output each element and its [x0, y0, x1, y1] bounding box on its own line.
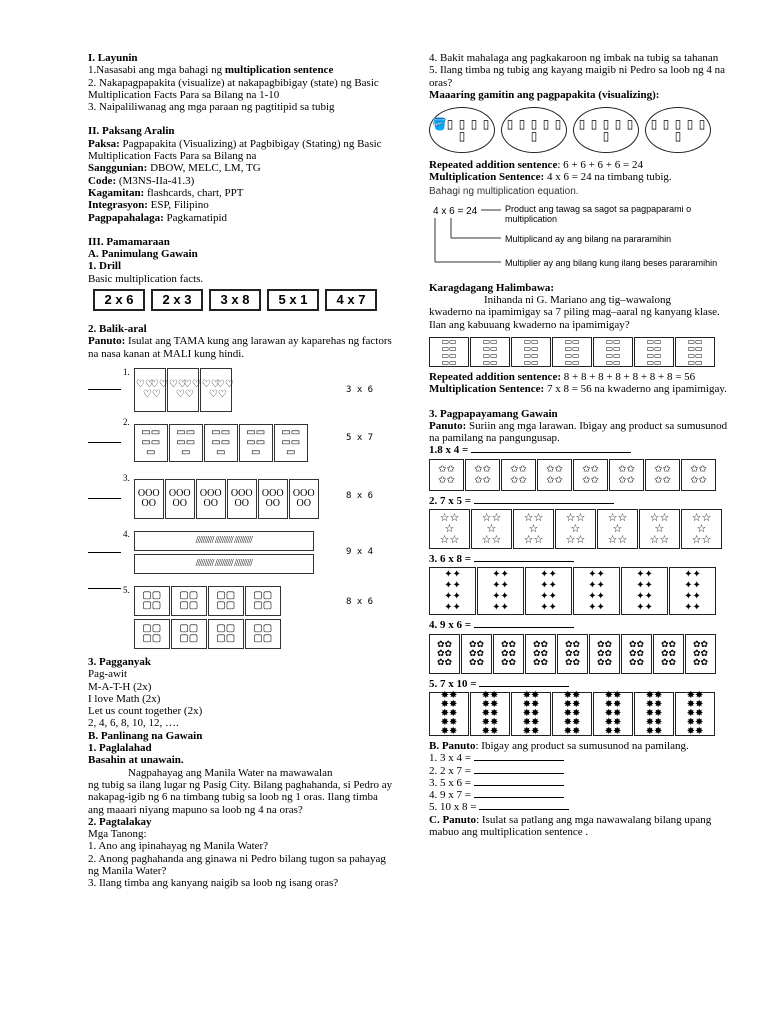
exercise-3 — [429, 553, 729, 565]
pagpapayamang-title: 3. Pagpapayamang Gawain — [429, 407, 558, 420]
b-item-label: 5. 10 x 8 = — [429, 801, 480, 814]
paksa-line — [88, 138, 393, 163]
sanggunian-text: DBOW, MELC, LM, TG — [147, 162, 261, 175]
flower-group: ✿✿ ✿✿ ✿✿ — [525, 634, 556, 674]
sparkle-group: ✦✦ ✦✦ ✦✦ ✦✦ — [669, 567, 716, 615]
integrasyon-line — [88, 199, 393, 211]
kagamitan-text: flashcards, chart, PPT — [144, 186, 244, 199]
exercise-label: 3. 6 x 8 = — [429, 553, 474, 566]
egg-group: OOO OO — [289, 479, 319, 519]
c-panuto-line — [429, 814, 729, 839]
kagamitan-line — [88, 187, 393, 199]
burst-group: ✸✸ ✸✸ ✸✸ ✸✸ ✸✸ — [593, 692, 633, 736]
right-column — [429, 52, 729, 838]
cup-group: ▭▭ ▭▭ ▭ — [169, 424, 203, 462]
karagdagang-first-line: Inihanda ni G. Mariano ang tig–wawalong — [484, 294, 671, 307]
b-panuto-text: : Ibigay ang product sa sumusunod na pamilang. — [475, 739, 689, 752]
objective-2: 2. Nakapagpapakita (visualize) at nakapagbibigay (state) ng Basic Multiplication Facts Para sa Bilang na 1-10 — [88, 76, 379, 101]
answer-blank[interactable] — [88, 389, 121, 390]
notebook-group: ▭▭ ▭▭ ▭▭ ▭▭ — [593, 337, 633, 367]
egg-group: OOO OO — [165, 479, 195, 519]
heart-group: ♡♡ ♡♡ ♡♡ — [134, 368, 166, 412]
b-item — [429, 752, 729, 764]
equation-diagram — [429, 186, 729, 270]
b-item-label: 3. 5 x 6 = — [429, 776, 474, 789]
exercise-5 — [429, 678, 729, 690]
exercise-label: 1.8 x 4 = — [429, 444, 472, 457]
integrasyon-text: ESP, Filipino — [147, 199, 209, 212]
bucket-circles — [429, 107, 729, 153]
bahagi-caption: Bahagi ng multiplication equation. — [429, 185, 579, 197]
flower-group: ✿✿ ✿✿ ✿✿ — [429, 634, 460, 674]
panimulang-gawain-title: A. Panimulang Gawain — [88, 248, 198, 261]
multiplicand-note: Multiplicand ay ang bilang na pararamihin — [505, 233, 672, 244]
story-text: ng tubig sa ilang lugar ng Pasig City. Bilang paghahanda, si Pedro ay nakapag-igib ng 6 na timbang tubig sa loob ng 1 oras. Ilang timba ang maaari niyang mapuno sa loob ng 4 na oras? — [88, 778, 393, 816]
flower-group: ✿✿ ✿✿ ✿✿ — [589, 634, 620, 674]
burst-group: ✸✸ ✸✸ ✸✸ ✸✸ ✸✸ — [552, 692, 592, 736]
box-group: ▢▢ ▢▢ — [134, 586, 170, 616]
b-item — [429, 765, 729, 777]
flower-group: ✿✿ ✿✿ ✿✿ — [461, 634, 492, 674]
objective-1 — [88, 64, 393, 76]
cup-group: ▭▭ ▭▭ ▭ — [274, 424, 308, 462]
question: 5. Ilang timba ng tubig ang kayang maigib ni Pedro sa loob ng 4 na oras? — [429, 64, 726, 89]
answer-blank[interactable] — [88, 498, 121, 499]
flower-group: ✿✿ ✿✿ ✿✿ — [653, 634, 684, 674]
drill-subtitle: Basic multiplication facts. — [88, 272, 204, 285]
answer-blank[interactable] — [474, 503, 614, 504]
mga-tanong: Mga Tanong: — [88, 828, 147, 841]
review-item — [88, 418, 393, 468]
pagganyak-line: M-A-T-H (2x) — [88, 680, 152, 693]
star-groups — [429, 509, 729, 549]
flashcard: 3 x 8 — [209, 289, 261, 311]
section-paksang-aralin-title: II. Paksang Aralin — [88, 125, 175, 138]
bucket-group: ▯ ▯ ▯ ▯ ▯ ▯ — [573, 107, 639, 153]
repeated-addition-line-2 — [429, 371, 729, 383]
bucket-group: ▯ ▯ ▯ ▯ ▯ ▯ — [501, 107, 567, 153]
paksa-label: Paksa: — [88, 137, 120, 150]
code-text: (M3NS-IIa-41.3) — [116, 174, 195, 187]
cup-groups — [134, 424, 309, 462]
flower-group: ✿✿ ✿✿ ✿✿ — [493, 634, 524, 674]
heart-group: ♡♡ ♡♡ ♡♡ — [167, 368, 199, 412]
pagtalakay-title: 2. Pagtalakay — [88, 815, 152, 828]
exercise-4 — [429, 619, 729, 631]
exercise-label: 4. 9 x 6 = — [429, 619, 474, 632]
cup-group: ▭▭ ▭▭ ▭ — [204, 424, 238, 462]
c-panuto-label: C. Panuto — [429, 813, 477, 826]
heart-groups — [134, 368, 233, 412]
notebook-group: ▭▭ ▭▭ ▭▭ ▭▭ — [634, 337, 674, 367]
kagamitan-label: Kagamitan: — [88, 186, 145, 199]
notebook-group: ▭▭ ▭▭ ▭▭ ▭▭ — [675, 337, 715, 367]
star-group: ✩✩ ✩✩ — [645, 459, 680, 491]
answer-blank[interactable] — [474, 785, 564, 786]
maaaring-title: Maaaring gamitin ang pagpapakita (visualizing): — [429, 88, 660, 101]
star-group: ☆☆ ☆ ☆☆ — [513, 509, 554, 549]
burst-groups — [429, 692, 729, 736]
bucket-group: 🪣 ▯ ▯ ▯ ▯ ▯ — [429, 107, 495, 153]
product-note: Product ang tawag sa sagot sa pagpaparami o multiplication — [505, 203, 692, 224]
flower-group: ✿✿ ✿✿ ✿✿ — [685, 634, 716, 674]
star-group: ✩✩ ✩✩ — [609, 459, 644, 491]
item-factors: 9 x 4 — [346, 546, 374, 557]
item-factors: 5 x 7 — [346, 432, 374, 443]
b-panuto-label: B. Panuto — [429, 739, 476, 752]
answer-blank[interactable] — [474, 773, 564, 774]
b-item-label: 2. 2 x 7 = — [429, 764, 474, 777]
question: 3. Ilang timba ang kanyang naigib sa loob ng isang oras? — [88, 877, 339, 890]
answer-blank[interactable] — [471, 452, 631, 453]
objective-1-text: 1.Nasasabi ang mga bahagi ng — [88, 64, 225, 77]
code-line — [88, 175, 393, 187]
answer-blank[interactable] — [88, 552, 121, 553]
repeated-addition-line — [429, 159, 729, 171]
section-pamamaraan-title: III. Pamamaraan — [88, 235, 170, 248]
star-group: ☆☆ ☆ ☆☆ — [639, 509, 680, 549]
rep2-text: 8 + 8 + 8 + 8 + 8 + 8 + 8 = 56 — [561, 370, 696, 383]
box-group: ▢▢ ▢▢ — [171, 619, 207, 649]
answer-blank[interactable] — [474, 627, 574, 628]
answer-blank[interactable] — [474, 797, 564, 798]
answer-blank[interactable] — [479, 809, 569, 810]
item-number: 4. — [123, 528, 130, 539]
burst-group: ✸✸ ✸✸ ✸✸ ✸✸ ✸✸ — [511, 692, 551, 736]
item-factors: 8 x 6 — [346, 596, 374, 607]
box-group: ▢▢ ▢▢ — [171, 586, 207, 616]
review-item — [88, 530, 393, 576]
pencil-groups — [134, 531, 315, 574]
cup-group: ▭▭ ▭▭ ▭ — [134, 424, 168, 462]
star-group: ✩✩ ✩✩ — [465, 459, 500, 491]
star-group: ✩✩ ✩✩ — [537, 459, 572, 491]
bucket-group: ▯ ▯ ▯ ▯ ▯ ▯ — [645, 107, 711, 153]
flower-group: ✿✿ ✿✿ ✿✿ — [557, 634, 588, 674]
notebook-groups — [429, 337, 729, 367]
paglalahad-title: 1. Paglalahad — [88, 742, 152, 755]
flashcard: 2 x 6 — [93, 289, 145, 311]
balik-aral-panuto — [88, 335, 393, 360]
code-label: Code: — [88, 174, 117, 187]
b-item-label: 1. 3 x 4 = — [429, 752, 474, 765]
pagpapahalaga-label: Pagpapahalaga: — [88, 211, 164, 224]
item-factors: 8 x 6 — [346, 490, 374, 501]
pp-panuto-label: Panuto: — [429, 419, 467, 432]
panuto-text: Isulat ang TAMA kung ang larawan ay kaparehas ng factors na nasa kanan at MALI kung hindi. — [88, 335, 392, 360]
star-group: ✩✩ ✩✩ — [501, 459, 536, 491]
flashcard: 5 x 1 — [267, 289, 319, 311]
egg-group: OOO OO — [227, 479, 257, 519]
box-group: ▢▢ ▢▢ — [245, 619, 281, 649]
sanggunian-line — [88, 162, 393, 174]
pagganyak-title: 3. Pagganyak — [88, 655, 151, 668]
pagpapahalaga-line — [88, 212, 393, 224]
flower-group: ✿✿ ✿✿ ✿✿ — [621, 634, 652, 674]
item-factors: 3 x 6 — [346, 384, 374, 395]
mult-text: 4 x 6 = 24 na timbang tubig. — [544, 171, 672, 184]
rep-text: : 6 + 6 + 6 + 6 = 24 — [557, 159, 643, 172]
answer-blank[interactable] — [474, 760, 564, 761]
heart-group: ♡♡ ♡♡ ♡♡ — [200, 368, 232, 412]
burst-group: ✸✸ ✸✸ ✸✸ ✸✸ ✸✸ — [675, 692, 715, 736]
notebook-group: ▭▭ ▭▭ ▭▭ ▭▭ — [429, 337, 469, 367]
mult2-text: 7 x 8 = 56 na kwaderno ang ipamimigay. — [544, 383, 727, 396]
notebook-group: ▭▭ ▭▭ ▭▭ ▭▭ — [552, 337, 592, 367]
objective-1-bold: multiplication sentence — [224, 64, 334, 77]
burst-group: ✸✸ ✸✸ ✸✸ ✸✸ ✸✸ — [634, 692, 674, 736]
answer-blank[interactable] — [474, 561, 574, 562]
star-group: ✩✩ ✩✩ — [429, 459, 464, 491]
notebook-group: ▭▭ ▭▭ ▭▭ ▭▭ — [470, 337, 510, 367]
rep-label: Repeated addition sentence — [429, 159, 558, 172]
equation: 4 x 6 = 24 — [433, 205, 478, 217]
exercise-2 — [429, 495, 729, 507]
basahin-line: Basahin at unawain. — [88, 754, 184, 767]
star-groups — [429, 459, 729, 491]
answer-blank[interactable] — [479, 686, 569, 687]
pagganyak-line: I love Math (2x) — [88, 692, 161, 705]
karagdagang-text: kwaderno na ipamimigay sa 7 piling mag–aaral ng kanyang klase. Ilan ang kabuuang kwaderno na ipamimigay? — [429, 306, 720, 331]
item-number: 1. — [123, 366, 130, 377]
sparkle-group: ✦✦ ✦✦ ✦✦ ✦✦ — [573, 567, 620, 615]
star-group: ✩✩ ✩✩ — [573, 459, 608, 491]
mult-label: Multiplication Sentence: — [429, 171, 545, 184]
pencil-group: ////////// ////////// ////////// — [134, 531, 314, 551]
pagganyak-line: Pag-awit — [88, 668, 128, 681]
sparkle-group: ✦✦ ✦✦ ✦✦ ✦✦ — [429, 567, 476, 615]
multiplier-note: Multiplier ay ang bilang kung ilang beses pararamihin — [505, 257, 718, 268]
pagganyak-line: Let us count together (2x) — [88, 705, 203, 718]
egg-group: OOO OO — [134, 479, 164, 519]
b-item — [429, 801, 729, 813]
pencil-group: ////////// ////////// ////////// — [134, 554, 314, 574]
b-item-label: 4. 9 x 7 = — [429, 789, 474, 802]
item-number: 3. — [123, 472, 130, 483]
cup-group: ▭▭ ▭▭ ▭ — [239, 424, 273, 462]
box-groups — [134, 586, 282, 649]
pagpapayamang-panuto — [429, 420, 729, 445]
flashcard: 2 x 3 — [151, 289, 203, 311]
panuto-label: Panuto: — [88, 335, 126, 348]
exercise-label: 5. 7 x 10 = — [429, 677, 480, 690]
sparkle-group: ✦✦ ✦✦ ✦✦ ✦✦ — [621, 567, 668, 615]
egg-group: OOO OO — [196, 479, 226, 519]
pp-panuto-text: Suriin ang mga larawan. Ibigay ang product sa sumusunod na pamilang na pangungusap. — [429, 419, 728, 445]
karagdagang-title: Karagdagang Halimbawa: — [429, 281, 554, 294]
panlinang-title: B. Panlinang na Gawain — [88, 729, 203, 742]
rep2-label: Repeated addition sentence: — [429, 370, 561, 383]
b-item — [429, 789, 729, 801]
left-column — [88, 52, 393, 890]
box-group: ▢▢ ▢▢ — [208, 619, 244, 649]
box-group: ▢▢ ▢▢ — [208, 586, 244, 616]
sparkle-group: ✦✦ ✦✦ ✦✦ ✦✦ — [525, 567, 572, 615]
burst-group: ✸✸ ✸✸ ✸✸ ✸✸ ✸✸ — [470, 692, 510, 736]
flashcard: 4 x 7 — [325, 289, 377, 311]
egg-groups — [134, 479, 320, 519]
balik-aral-title: 2. Balik-aral — [88, 323, 147, 336]
flower-groups — [429, 634, 729, 674]
multiplication-sentence-line — [429, 171, 729, 183]
section-layunin-title: I. Layunin — [88, 52, 138, 64]
notebook-group: ▭▭ ▭▭ ▭▭ ▭▭ — [511, 337, 551, 367]
pagpapahalaga-text: Pagkamatipid — [163, 211, 228, 224]
box-group: ▢▢ ▢▢ — [134, 619, 170, 649]
b-item — [429, 777, 729, 789]
star-group: ☆☆ ☆ ☆☆ — [429, 509, 470, 549]
burst-group: ✸✸ ✸✸ ✸✸ ✸✸ ✸✸ — [429, 692, 469, 736]
star-group: ☆☆ ☆ ☆☆ — [681, 509, 722, 549]
pagganyak-line: 2, 4, 6, 8, 10, 12, …. — [88, 717, 179, 730]
sparkle-group: ✦✦ ✦✦ ✦✦ ✦✦ — [477, 567, 524, 615]
drill-flashcards — [93, 289, 393, 311]
b-panuto-line — [429, 740, 729, 752]
story-first-line: Nagpahayag ang Manila Water na mawawalan — [128, 766, 333, 779]
exercise-1 — [429, 444, 729, 456]
exercise-label: 2. 7 x 5 = — [429, 494, 474, 507]
star-group: ☆☆ ☆ ☆☆ — [471, 509, 512, 549]
star-group: ☆☆ ☆ ☆☆ — [597, 509, 638, 549]
question: 2. Anong paghahanda ang ginawa ni Pedro bilang tugon sa pahayag ng Manila Water? — [88, 852, 386, 877]
review-item — [88, 474, 393, 524]
objective-3: 3. Naipaliliwanag ang mga paraan ng pagtitipid sa tubig — [88, 101, 335, 114]
sparkle-groups — [429, 567, 729, 615]
review-item — [88, 582, 393, 656]
box-group: ▢▢ ▢▢ — [245, 586, 281, 616]
drill-title: 1. Drill — [88, 260, 121, 273]
item-number: 5. — [123, 584, 130, 595]
integrasyon-label: Integrasyon: — [88, 199, 148, 212]
star-group: ✩✩ ✩✩ — [681, 459, 716, 491]
c-panuto-text: : Isulat sa patlang ang mga nawawalang bilang upang mabuo ang multiplication sentence . — [429, 813, 712, 839]
question: 4. Bakit mahalaga ang pagkakaroon ng imbak na tubig sa tahanan — [429, 52, 719, 64]
answer-blank[interactable] — [88, 588, 121, 589]
item-number: 2. — [123, 416, 130, 427]
answer-blank[interactable] — [88, 442, 121, 443]
mult2-label: Multiplication Sentence: — [429, 383, 545, 396]
paksa-text: Pagpapakita (Visualizing) at Pagbibigay (Stating) ng Basic Multiplication Facts Para sa Bilang na — [88, 137, 382, 163]
question: 1. Ano ang ipinahayag ng Manila Water? — [88, 840, 269, 853]
star-group: ☆☆ ☆ ☆☆ — [555, 509, 596, 549]
sanggunian-label: Sanggunian: — [88, 162, 148, 175]
review-item — [88, 368, 393, 412]
multiplication-sentence-line-2 — [429, 383, 729, 395]
egg-group: OOO OO — [258, 479, 288, 519]
